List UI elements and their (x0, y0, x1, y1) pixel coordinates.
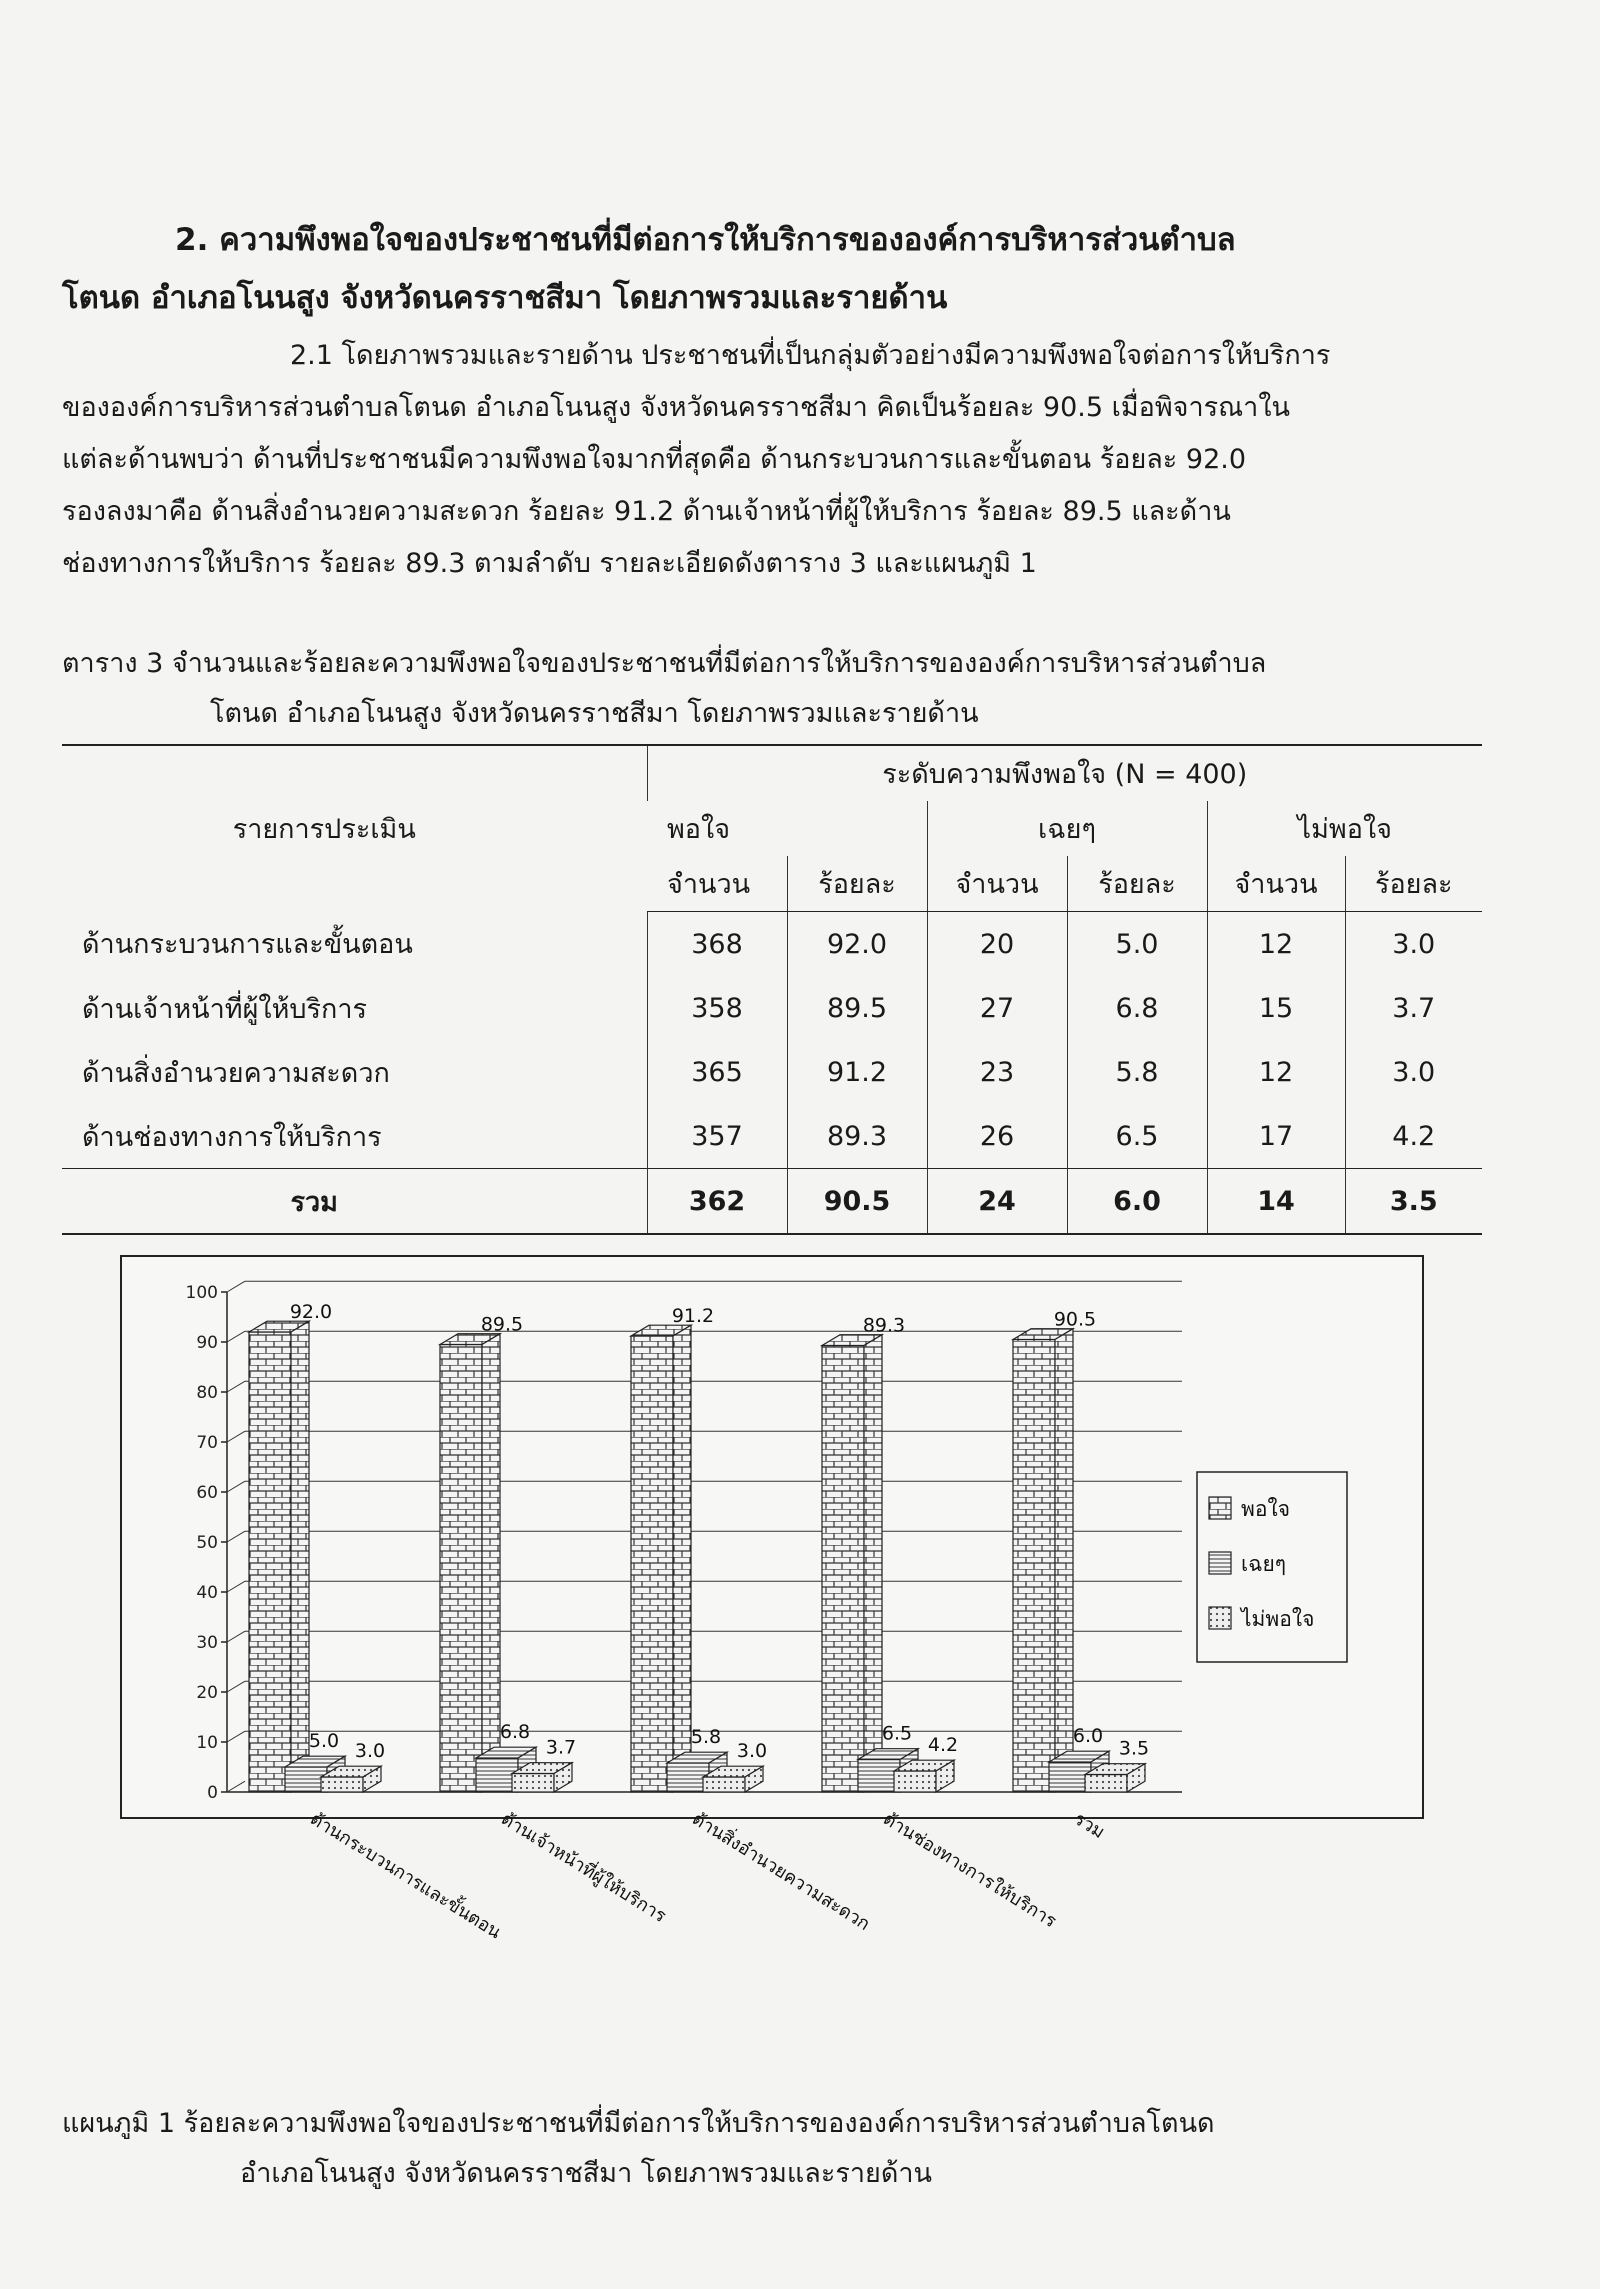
paragraph-line-5: ช่องทางการให้บริการ ร้อยละ 89.3 ตามลำดับ รายละเอียดดังตาราง 3 และแผนภูมิ 1 (62, 548, 1037, 579)
x-tick-label: ด้านเจ้าหน้าที่ผู้ให้บริการ (497, 1808, 670, 1927)
section-heading-line-1: 2. ความพึงพอใจของประชาชนที่มีต่อการให้บริการขององค์การบริหารส่วนตำบล (175, 222, 1236, 258)
count-header: จำนวน (1207, 856, 1345, 912)
gridline-diagonal (227, 1581, 245, 1592)
cell: 6.8 (1067, 976, 1207, 1040)
cell: 365 (647, 1040, 787, 1104)
gridline-diagonal (227, 1431, 245, 1442)
data-label: 4.2 (927, 1734, 959, 1756)
gridline-diagonal (227, 1781, 245, 1792)
cell: 358 (647, 976, 787, 1040)
data-label: 89.3 (862, 1314, 906, 1337)
x-tick-label: รวม (1070, 1808, 1109, 1844)
y-tick-label: 50 (196, 1533, 218, 1553)
gridline-diagonal (227, 1331, 245, 1342)
table-caption-line-2: โตนด อำเภอโนนสูง จังหวัดนครราชสีมา โดยภาพรวมและรายด้าน (210, 698, 979, 729)
cell: 20 (927, 912, 1067, 977)
cell: 90.5 (787, 1169, 927, 1235)
cell: 89.5 (787, 976, 927, 1040)
cell: 362 (647, 1169, 787, 1235)
y-tick-label: 100 (185, 1283, 218, 1303)
bar-2-3 (894, 1771, 936, 1792)
cell: 3.0 (1345, 1040, 1482, 1104)
satisfaction-table (62, 744, 1482, 1235)
cell: 6.5 (1067, 1104, 1207, 1169)
gridline-diagonal (227, 1481, 245, 1492)
data-label: 3.5 (1118, 1737, 1150, 1760)
figure-caption-line-2: อำเภอโนนสูง จังหวัดนครราชสีมา โดยภาพรวมและรายด้าน (240, 2158, 932, 2189)
row-label: ด้านเจ้าหน้าที่ผู้ให้บริการ (82, 993, 368, 1025)
cell: 15 (1207, 976, 1345, 1040)
level-header: ระดับความพึงพอใจ (N = 400) (647, 745, 1482, 801)
cell: 5.0 (1067, 912, 1207, 977)
y-tick-label: 20 (196, 1683, 218, 1703)
cell: 12 (1207, 912, 1345, 977)
data-label: 3.7 (545, 1736, 577, 1759)
bar-2-2 (703, 1777, 745, 1792)
bar-0-2 (631, 1336, 673, 1792)
data-label: 92.0 (289, 1301, 333, 1323)
data-label: 5.0 (308, 1730, 340, 1752)
bar-side-0-1 (482, 1334, 500, 1792)
legend-swatch (1209, 1497, 1231, 1519)
table-row (62, 1040, 1482, 1104)
cell: 27 (927, 976, 1067, 1040)
gridline-diagonal (227, 1281, 245, 1292)
x-tick-label: ด้านช่องทางการให้บริการ (879, 1808, 1060, 1933)
cell: 26 (927, 1104, 1067, 1169)
section-heading-line-2: โตนด อำเภอโนนสูง จังหวัดนครราชสีมา โดยภาพรวมและรายด้าน (62, 280, 948, 316)
y-tick-label: 90 (196, 1333, 218, 1353)
cell: 368 (647, 912, 787, 977)
legend-label: พอใจ (1241, 1497, 1291, 1521)
cell: 12 (1207, 1040, 1345, 1104)
y-tick-label: 0 (207, 1783, 218, 1803)
chart-frame (120, 1255, 1424, 1944)
cell: 24 (927, 1169, 1067, 1235)
y-tick-label: 30 (196, 1633, 218, 1653)
legend-swatch (1209, 1607, 1231, 1629)
bar-side-0-0 (291, 1321, 309, 1792)
y-tick-label: 80 (196, 1383, 218, 1403)
cell: 4.2 (1345, 1104, 1482, 1169)
data-label: 6.8 (499, 1721, 531, 1743)
data-label: 3.0 (736, 1740, 768, 1762)
count-header: จำนวน (927, 856, 1067, 912)
table-total-row (62, 1169, 1482, 1235)
cell: 5.8 (1067, 1040, 1207, 1104)
bar-2-0 (321, 1777, 363, 1792)
satisfaction-bar-chart (122, 1257, 1422, 1944)
bar-side-0-3 (864, 1335, 882, 1792)
legend-label: ไม่พอใจ (1241, 1607, 1315, 1631)
legend-label: เฉยๆ (1241, 1552, 1287, 1576)
x-tick-label: ด้านสิ่งอำนวยความสะดวก (688, 1808, 874, 1935)
bar-2-4 (1085, 1775, 1127, 1793)
cell: 3.5 (1345, 1169, 1482, 1235)
cell: 89.3 (787, 1104, 927, 1169)
table-row (62, 976, 1482, 1040)
bar-2-1 (512, 1774, 554, 1793)
paragraph-line-1: 2.1 โดยภาพรวมและรายด้าน ประชาชนที่เป็นกลุ่มตัวอย่างมีความพึงพอใจต่อการให้บริการ (290, 340, 1331, 371)
group-header-satisfied: พอใจ (667, 814, 731, 845)
data-label: 6.0 (1072, 1725, 1104, 1747)
cell: 357 (647, 1104, 787, 1169)
y-tick-label: 70 (196, 1433, 218, 1453)
percent-header: ร้อยละ (787, 856, 927, 912)
gridline-diagonal (227, 1381, 245, 1392)
data-label: 5.8 (690, 1726, 722, 1748)
data-label: 91.2 (671, 1305, 715, 1327)
y-tick-label: 60 (196, 1483, 218, 1503)
cell: 3.0 (1345, 912, 1482, 977)
cell: 6.0 (1067, 1169, 1207, 1235)
cell: 91.2 (787, 1040, 927, 1104)
gridline-diagonal (227, 1531, 245, 1542)
x-tick-label: ด้านกระบวนการและขั้นตอน (306, 1808, 505, 1944)
gridline-diagonal (227, 1681, 245, 1692)
paragraph-line-4: รองลงมาคือ ด้านสิ่งอำนวยความสะดวก ร้อยละ 91.2 ด้านเจ้าหน้าที่ผู้ให้บริการ ร้อยละ 89.5 และด้าน (62, 496, 1231, 527)
bar-0-3 (822, 1346, 864, 1793)
group-header-dissatisfied: ไม่พอใจ (1207, 801, 1482, 856)
row-label: ด้านกระบวนการและขั้นตอน (82, 929, 413, 961)
gridline-diagonal (227, 1731, 245, 1742)
cell: 92.0 (787, 912, 927, 977)
cell: 23 (927, 1040, 1067, 1104)
cell: 17 (1207, 1104, 1345, 1169)
count-header: จำนวน (647, 856, 787, 912)
group-header-neutral: เฉยๆ (927, 801, 1207, 856)
figure-caption-line-1: แผนภูมิ 1 ร้อยละความพึงพอใจของประชาชนที่มีต่อการให้บริการขององค์การบริหารส่วนตำบลโตนด (62, 2108, 1215, 2139)
table-header-row (62, 745, 1482, 801)
bar-0-1 (440, 1345, 482, 1793)
cell: 14 (1207, 1169, 1345, 1235)
data-label: 3.0 (354, 1740, 386, 1762)
paragraph-line-3: แต่ละด้านพบว่า ด้านที่ประชาชนมีความพึงพอใจมากที่สุดคือ ด้านกระบวนการและขั้นตอน ร้อยละ 92.0 (62, 444, 1247, 475)
bar-0-4 (1013, 1340, 1055, 1793)
bar-0-0 (249, 1332, 291, 1792)
total-label: รวม (62, 1169, 647, 1235)
data-label: 6.5 (881, 1722, 913, 1745)
percent-header: ร้อยละ (1067, 856, 1207, 912)
gridline-diagonal (227, 1631, 245, 1642)
percent-header: ร้อยละ (1345, 856, 1482, 912)
cell: 3.7 (1345, 976, 1482, 1040)
paragraph-line-2: ขององค์การบริหารส่วนตำบลโตนด อำเภอโนนสูง จังหวัดนครราชสีมา คิดเป็นร้อยละ 90.5 เมื่อพิจารณาใน (62, 392, 1290, 423)
table-caption-line-1: ตาราง 3 จำนวนและร้อยละความพึงพอใจของประชาชนที่มีต่อการให้บริการขององค์การบริหารส่วนตำบล (62, 648, 1267, 679)
row-label: ด้านช่องทางการให้บริการ (82, 1121, 382, 1153)
y-tick-label: 40 (196, 1583, 218, 1603)
table-row (62, 1104, 1482, 1169)
item-column-header: รายการประเมิน (62, 745, 647, 912)
table-row (62, 912, 1482, 977)
data-label: 90.5 (1053, 1308, 1097, 1331)
legend-swatch (1209, 1552, 1231, 1574)
y-tick-label: 10 (196, 1733, 218, 1753)
bar-side-0-2 (673, 1325, 691, 1792)
bar-side-0-4 (1055, 1329, 1073, 1792)
row-label: ด้านสิ่งอำนวยความสะดวก (82, 1057, 390, 1089)
data-label: 89.5 (480, 1313, 524, 1336)
